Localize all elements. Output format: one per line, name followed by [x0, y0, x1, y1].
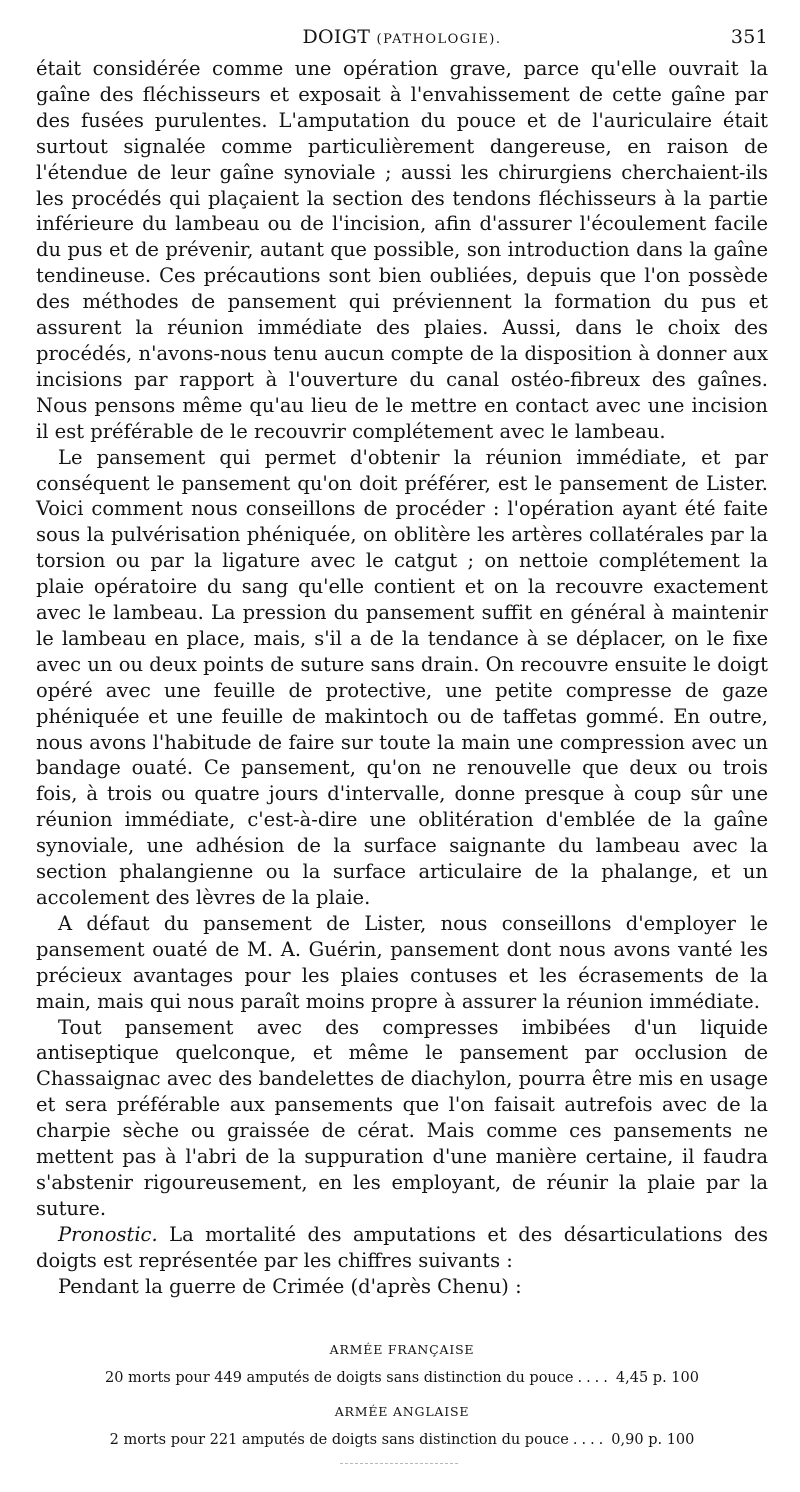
stat-line-french: [36, 1368, 768, 1388]
prognosis-paragraph: [36, 1222, 768, 1274]
stat-dots-french: ....: [577, 1369, 612, 1386]
running-head: [36, 22, 768, 52]
paragraph-1: était considérée comme une opération grave, parce qu'elle ouvrait la gaîne des fléchisseurs et exposait à l'envahissement de cette gaîne par des fusées purulentes. L'amputation du pouce et de l'auriculaire était surtout signalée comme particulièrement dangereuse, en raison de l'étendue de leur gaîne synoviale ; aussi les chirurgiens cherchaient-ils les procédés qui plaçaient la section des tendons fléchisseurs à la partie inférieure du lambeau ou de l'incision, afin d'assurer l'écoulement facile du pus et de prévenir, autant que possible, son introduction dans la gaîne tendineuse. Ces précautions sont bien oubliées, depuis que l'on possède des méthodes de pansement qui préviennent la formation du pus et assurent la réunion immédiate des plaies. Aussi, dans le choix des procédés, n'avons-nous tenu aucun compte de la disposition à donner aux incisions par rapport à l'ouverture du canal ostéo-fibreux des gaînes. Nous pensons même qu'au lieu de le mettre en contact avec une incision il est préférable de le recouvrir complétement avec le lambeau.: [36, 57, 768, 443]
stat-text-english: 2 morts pour 221 amputés de doigts sans distinction du pouce: [109, 1431, 569, 1448]
war-intro: Pendant la guerre de Crimée (d'après Chenu) :: [58, 1274, 522, 1298]
running-title: [36, 26, 768, 48]
stat-text-french: 20 morts pour 449 amputés de doigts sans distinction du pouce: [105, 1369, 574, 1386]
stat-line-english: [36, 1430, 768, 1450]
page-number: 351: [730, 26, 768, 48]
prognosis-label: Pronostic.: [58, 1222, 158, 1246]
stat-rate-english: 0,90 p. 100: [611, 1431, 695, 1448]
army-title-english: ARMÉE ANGLAISE: [334, 1403, 470, 1419]
army-title-french: ARMÉE FRANÇAISE: [329, 1341, 475, 1357]
mortality-stats: [36, 1340, 768, 1450]
running-title-sub: (PATHOLOGIE).: [376, 32, 502, 47]
stat-rate-french: 4,45 p. 100: [615, 1369, 699, 1386]
page: [36, 22, 768, 1464]
body-text: [36, 56, 768, 1300]
prognosis-text: La mortalité des amputations et des désarticulations des doigts est représentée par les chiffres suivants :: [36, 1222, 768, 1272]
running-title-main: DOIGT: [302, 26, 371, 48]
stat-dots-english: ....: [572, 1431, 608, 1448]
paragraph-2: Le pansement qui permet d'obtenir la réunion immédiate, et par conséquent le pansement qu'on doit préférer, est le pansement de Lister. Voici comment nous conseillons de procéder : l'opération ayant été faite sous la pulvérisation phéniquée, on oblitère les artères collatérales par la torsion ou par la ligature avec le catgut ; on nettoie complétement la plaie opératoire du sang qu'elle contient et on la recouvre exactement avec le lambeau. La pression du pansement suffit en général à maintenir le lambeau en place, mais, s'il a de la tendance à se déplacer, on le fixe avec un ou deux points de suture sans drain. On recouvre ensuite le doigt opéré avec une feuille de protective, une petite compresse de gaze phéniquée et une feuille de makintoch ou de taffetas gommé. En outre, nous avons l'habitude de faire sur toute la main une compression avec un bandage ouaté. Ce pansement, qu'on ne renouvelle que deux ou trois fois, à trois ou quatre jours d'intervalle, donne presque à coup sûr une réunion immédiate, c'est-à-dire une oblitération d'emblée de la gaîne synoviale, une adhésion de la surface saignante du lambeau avec la section phalangienne ou la surface articulaire de la phalange, et un accolement des lèvres de la plaie.: [36, 445, 768, 909]
footer-rule: [340, 1463, 458, 1464]
paragraph-4: Tout pansement avec des compresses imbibées d'un liquide antiseptique quelconque, et même le pansement par occlusion de Chassaignac avec des bandelettes de diachylon, pourra être mis en usage et sera préférable aux pansements que l'on faisait autrefois avec de la charpie sèche ou graissée de cérat. Mais comme ces pansements ne mettent pas à l'abri de la suppuration d'une manière certaine, il faudra s'abstenir rigoureusement, en les employant, de réunir la plaie par la suture.: [36, 1015, 768, 1220]
paragraph-3: A défaut du pansement de Lister, nous conseillons d'employer le pansement ouaté de M. A. Guérin, pansement dont nous avons vanté les précieux avantages pour les plaies contuses et les écrasements de la main, mais qui nous paraît moins propre à assurer la réunion immédiate.: [36, 911, 768, 1013]
